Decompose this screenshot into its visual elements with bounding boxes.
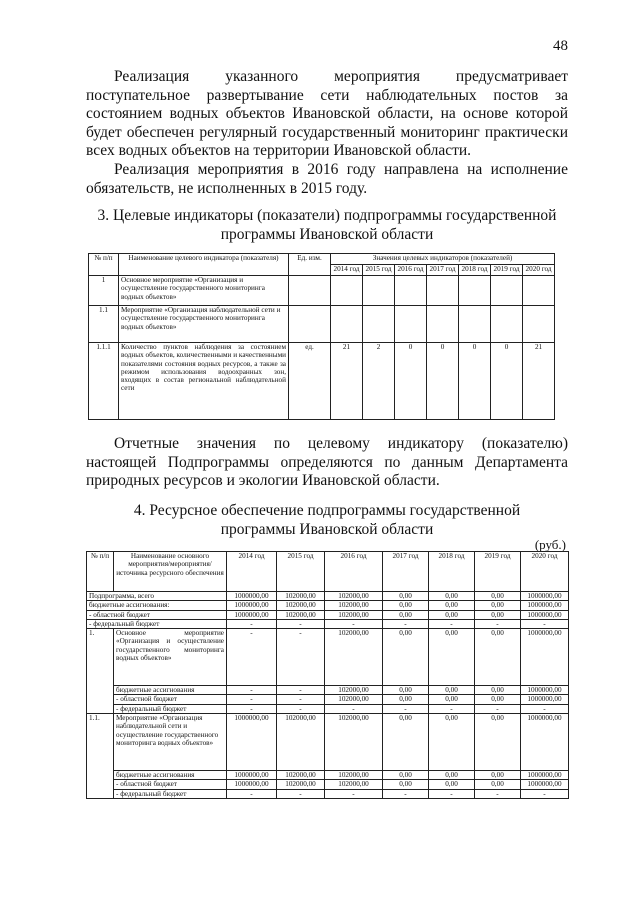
currency-unit: (руб.) [534, 537, 566, 552]
table-row [89, 306, 555, 343]
indicators-header-unit: Ед. изм. [289, 254, 331, 276]
section4-title-line2: программы Ивановской области [220, 520, 434, 538]
resources-year: 2015 год [277, 552, 325, 592]
table-row [87, 789, 569, 798]
resources-value: 102000,00 [277, 771, 325, 780]
indicator-value [459, 306, 491, 343]
resources-value: - [521, 619, 569, 628]
resources-value: - [277, 789, 325, 798]
indicator-value: 0 [395, 343, 427, 420]
resources-year: 2017 год [383, 552, 429, 592]
indicator-value [331, 306, 363, 343]
resources-value: 0,00 [383, 714, 429, 771]
resources-value: 0,00 [383, 629, 429, 686]
indicator-name: Мероприятие «Организация наблюдательной сети и осуществление государственного мониторинга водных объектов» [119, 306, 289, 343]
resources-value: 0,00 [429, 780, 475, 789]
resources-num: 1.1. [87, 714, 114, 799]
resources-year: 2014 год [227, 552, 277, 592]
section4-title-line1: 4. Ресурсное обеспечение подпрограммы государственной [133, 502, 521, 519]
indicator-unit [289, 306, 331, 343]
table-row [87, 704, 569, 713]
indicators-table [88, 253, 555, 420]
indicator-value [395, 276, 427, 306]
resources-year: 2019 год [475, 552, 521, 592]
section3-title-line2: программы Ивановской области [220, 225, 434, 243]
table-row [87, 771, 569, 780]
indicator-value: 21 [523, 343, 555, 420]
resources-value: 1000000,00 [521, 629, 569, 686]
resources-value: 0,00 [475, 610, 521, 619]
section4-title [86, 502, 568, 539]
indicator-unit [289, 276, 331, 306]
table-row [87, 780, 569, 789]
indicator-name: Количество пунктов наблюдения за состоянием водных объектов, количественными и качественными показателями состояния водных ресурсов, а также за режимом использования водоохранных зон, входящих в состав региональной наблюдательной сети [119, 343, 289, 420]
resources-value: - [475, 789, 521, 798]
resources-value: 0,00 [429, 629, 475, 686]
resources-value: 102000,00 [277, 610, 325, 619]
resources-value: - [277, 686, 325, 695]
resources-header-name: Наименование основного мероприятия/мероприятия/ источника ресурсного обеспечения [114, 552, 227, 592]
resources-value: 0,00 [429, 610, 475, 619]
resources-value: 102000,00 [277, 601, 325, 610]
resources-label: бюджетные ассигнования: [87, 601, 227, 610]
indicators-year: 2016 год [395, 265, 427, 276]
resources-value: 0,00 [383, 610, 429, 619]
indicator-value [427, 306, 459, 343]
indicators-header-num: № п/п [89, 254, 119, 276]
resources-value: 102000,00 [325, 771, 383, 780]
resources-label: Подпрограмма, всего [87, 592, 227, 601]
resources-value: - [227, 629, 277, 686]
indicator-value [331, 276, 363, 306]
resources-value: 0,00 [475, 629, 521, 686]
resources-value: 0,00 [475, 771, 521, 780]
resources-year: 2020 год [521, 552, 569, 592]
resources-value: 1000000,00 [227, 780, 277, 789]
indicator-num: 1.1 [89, 306, 119, 343]
resources-value: - [475, 704, 521, 713]
resources-value: 0,00 [475, 714, 521, 771]
resources-label: бюджетные ассигнования [114, 686, 227, 695]
resources-value: 1000000,00 [521, 780, 569, 789]
resources-value: 0,00 [429, 592, 475, 601]
resources-value: - [429, 789, 475, 798]
resources-value: 0,00 [429, 771, 475, 780]
resources-value: 102000,00 [325, 610, 383, 619]
table-row [89, 343, 555, 420]
resources-label: - федеральный бюджет [114, 704, 227, 713]
resources-value: - [227, 704, 277, 713]
resources-header-num: № п/п [87, 552, 114, 592]
paragraph-intro: Реализация указанного мероприятия предусматривает поступательное развертывание сети наблюдательных постов за состоянием водных объектов Ивановской области, на основе которой будет обеспечен регулярный государственный мониторинг практически всех водных объектов на территории Ивановской области. [86, 68, 568, 160]
resources-value: 1000000,00 [521, 610, 569, 619]
resources-value: 1000000,00 [227, 771, 277, 780]
resources-value: 102000,00 [325, 629, 383, 686]
indicators-year: 2017 год [427, 265, 459, 276]
resources-value: 102000,00 [277, 714, 325, 771]
indicator-value: 0 [459, 343, 491, 420]
resources-value: 102000,00 [325, 592, 383, 601]
indicator-value [395, 306, 427, 343]
resources-name: Мероприятие «Организация наблюдательной сети и осуществление государственного мониторинга водных объектов» [114, 714, 227, 771]
resources-value: 0,00 [383, 592, 429, 601]
resources-value: - [429, 704, 475, 713]
indicators-header-values: Значения целевых индикаторов (показателей) [331, 254, 555, 265]
resources-value: - [227, 695, 277, 704]
resources-table [86, 551, 569, 799]
resources-value: - [325, 704, 383, 713]
resources-year: 2016 год [325, 552, 383, 592]
resources-value: 1000000,00 [227, 610, 277, 619]
resources-value: - [227, 686, 277, 695]
indicators-year: 2018 год [459, 265, 491, 276]
resources-value: 0,00 [475, 695, 521, 704]
resources-label: - областной бюджет [114, 695, 227, 704]
indicator-value [523, 276, 555, 306]
indicator-unit: ед. [289, 343, 331, 420]
resources-value: - [521, 789, 569, 798]
paragraph-reporting: Отчетные значения по целевому индикатору (показателю) настоящей Подпрограммы определяются по данным Департамента природных ресурсов и экологии Ивановской области. [86, 435, 568, 490]
resources-value: 1000000,00 [521, 601, 569, 610]
indicator-value [427, 276, 459, 306]
resources-value: 0,00 [475, 601, 521, 610]
resources-value: 0,00 [383, 601, 429, 610]
indicator-name: Основное мероприятие «Организация и осуществление государственного мониторинга водных объектов» [119, 276, 289, 306]
page-number: 48 [553, 38, 568, 54]
indicators-year: 2019 год [491, 265, 523, 276]
resources-value: - [429, 619, 475, 628]
resources-value: - [383, 619, 429, 628]
resources-value: 0,00 [475, 780, 521, 789]
resources-num: 1. [87, 629, 114, 714]
resources-value: 0,00 [383, 780, 429, 789]
paragraph-2016: Реализация мероприятия в 2016 году направлена на исполнение обязательств, не исполненных в 2015 году. [86, 161, 568, 197]
table-row [87, 610, 569, 619]
indicator-value [459, 276, 491, 306]
indicator-value [491, 276, 523, 306]
resources-value: 0,00 [475, 686, 521, 695]
indicators-header-name: Наименование целевого индикатора (показателя) [119, 254, 289, 276]
table-row [87, 695, 569, 704]
resources-value: 102000,00 [277, 592, 325, 601]
indicator-value: 0 [491, 343, 523, 420]
section3-title [86, 207, 568, 244]
resources-value: 1000000,00 [521, 714, 569, 771]
resources-value: - [475, 619, 521, 628]
indicator-value [523, 306, 555, 343]
resources-value: 0,00 [383, 686, 429, 695]
resources-value: - [325, 619, 383, 628]
resources-value: 102000,00 [277, 780, 325, 789]
resources-value: 1000000,00 [521, 686, 569, 695]
indicator-num: 1.1.1 [89, 343, 119, 420]
table-row [87, 592, 569, 601]
resources-value: - [277, 629, 325, 686]
resources-value: 102000,00 [325, 686, 383, 695]
indicators-year: 2020 год [523, 265, 555, 276]
resources-value: 1000000,00 [227, 601, 277, 610]
resources-value: 0,00 [475, 592, 521, 601]
indicators-year: 2014 год [331, 265, 363, 276]
resources-value: - [521, 704, 569, 713]
table-row [89, 276, 555, 306]
indicator-num: 1 [89, 276, 119, 306]
resources-year: 2018 год [429, 552, 475, 592]
resources-value: 0,00 [429, 714, 475, 771]
resources-label: - областной бюджет [87, 610, 227, 619]
table-row [87, 629, 569, 686]
resources-label: - областной бюджет [114, 780, 227, 789]
resources-value: 1000000,00 [521, 771, 569, 780]
resources-value: 102000,00 [325, 714, 383, 771]
resources-value: - [277, 619, 325, 628]
resources-value: - [383, 704, 429, 713]
resources-value: 1000000,00 [227, 592, 277, 601]
resources-label: - федеральный бюджет [87, 619, 227, 628]
indicator-value [491, 306, 523, 343]
resources-value: 102000,00 [325, 780, 383, 789]
resources-value: - [325, 789, 383, 798]
resources-value: - [227, 789, 277, 798]
resources-value: 0,00 [429, 695, 475, 704]
resources-value: - [277, 695, 325, 704]
resources-value: 0,00 [383, 695, 429, 704]
resources-value: 0,00 [383, 771, 429, 780]
resources-label: бюджетные ассигнования [114, 771, 227, 780]
indicator-value [363, 276, 395, 306]
indicator-value [363, 306, 395, 343]
table-row [87, 601, 569, 610]
resources-value: 1000000,00 [521, 695, 569, 704]
resources-value: 0,00 [429, 601, 475, 610]
resources-label: - федеральный бюджет [114, 789, 227, 798]
indicator-value: 0 [427, 343, 459, 420]
table-row [87, 619, 569, 628]
indicator-value: 2 [363, 343, 395, 420]
table-row [87, 686, 569, 695]
resources-value: - [227, 619, 277, 628]
table-row [87, 714, 569, 771]
resources-value: 1000000,00 [227, 714, 277, 771]
indicators-year: 2015 год [363, 265, 395, 276]
resources-name: Основное мероприятие «Организация и осуществление государственного мониторинга водных объектов» [114, 629, 227, 686]
resources-value: 0,00 [429, 686, 475, 695]
resources-value: 102000,00 [325, 695, 383, 704]
resources-value: - [383, 789, 429, 798]
resources-value: - [277, 704, 325, 713]
section3-title-line1: 3. Целевые индикаторы (показатели) подпрограммы государственной [97, 207, 557, 224]
indicator-value: 21 [331, 343, 363, 420]
resources-value: 102000,00 [325, 601, 383, 610]
resources-value: 1000000,00 [521, 592, 569, 601]
